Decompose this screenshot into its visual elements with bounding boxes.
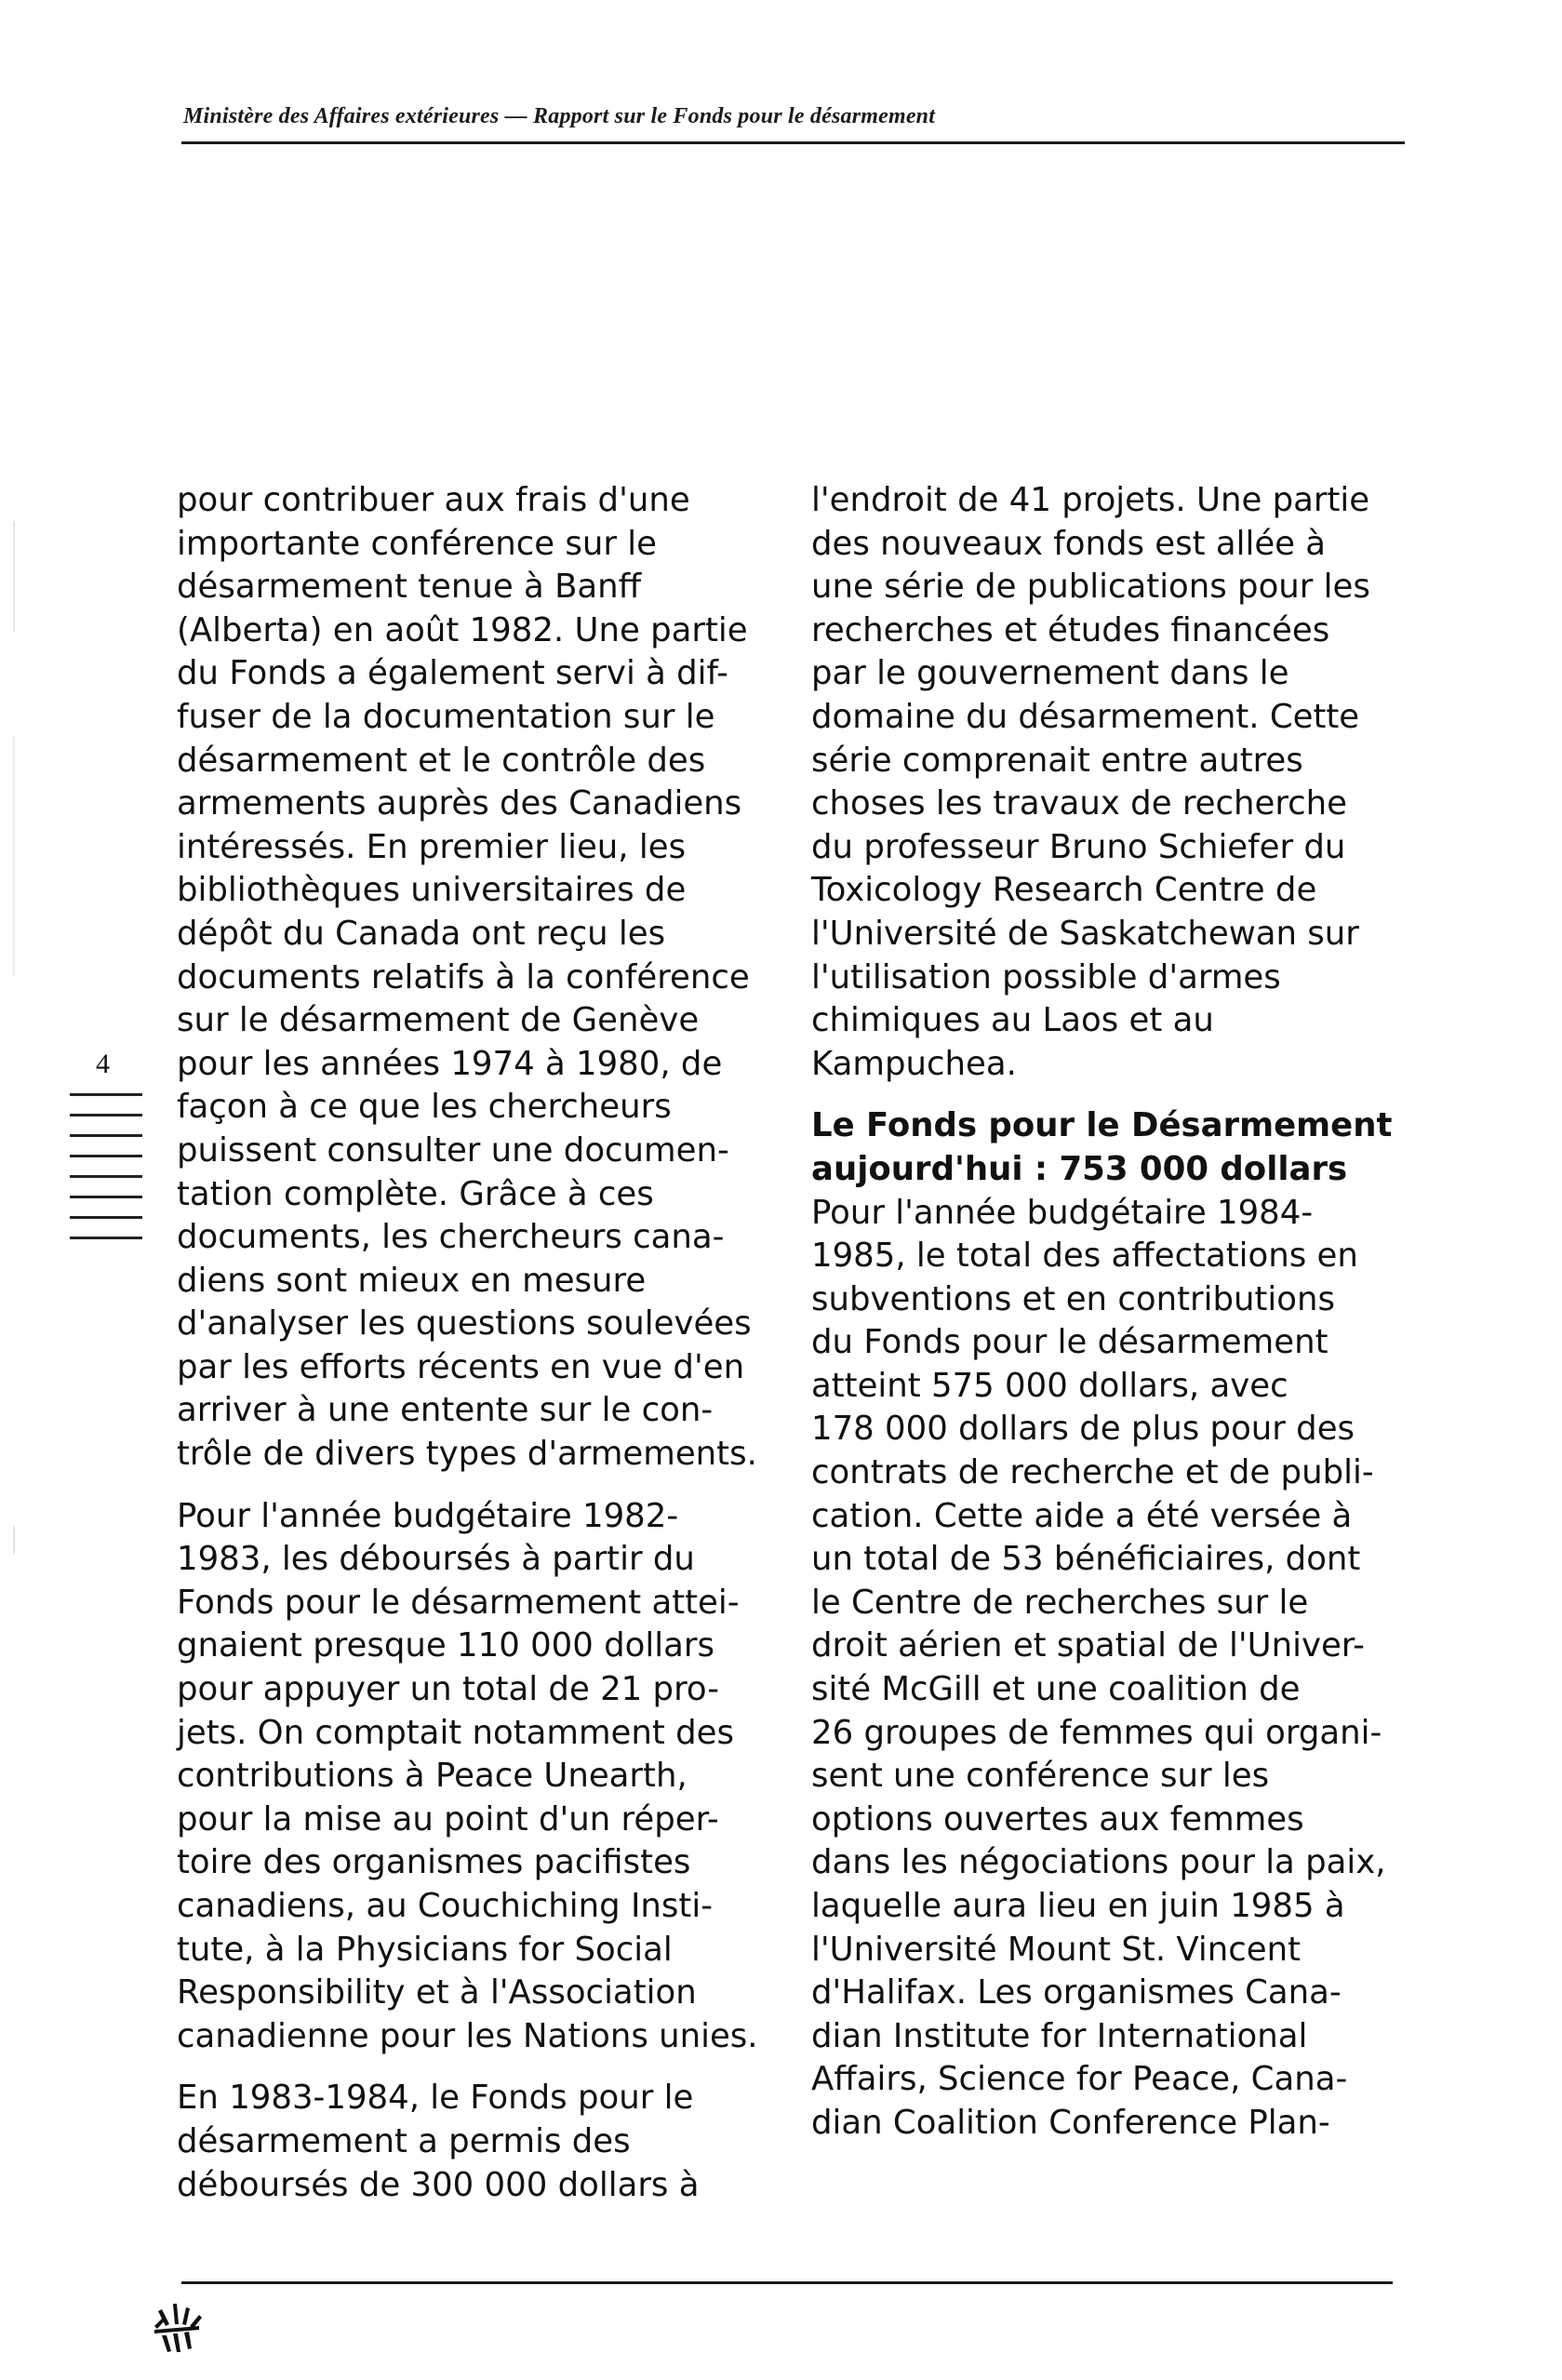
text-line: contrats de recherche et de publi- [811, 1453, 1374, 1492]
text-line: atteint 575 000 dollars, avec [811, 1366, 1288, 1405]
text-line: tation complète. Grâce à ces [177, 1174, 654, 1213]
maple-sprig-logo-icon [149, 2298, 205, 2354]
text-line: façon à ce que les chercheurs [177, 1088, 672, 1127]
text-line: documents, les chercheurs cana- [177, 1218, 725, 1257]
footer-rule [181, 2281, 1393, 2284]
text-line: Pour l'année budgétaire 1984- [811, 1193, 1314, 1232]
margin-line [70, 1196, 142, 1198]
left-column [177, 479, 772, 2207]
text-line: désarmement a permis des [177, 2121, 631, 2160]
text-line: d'analyser les questions soulevées [177, 1304, 752, 1344]
text-line: armements auprès des Canadiens [177, 784, 742, 823]
margin-line [70, 1237, 142, 1239]
text-line: par les efforts récents en vue d'en [177, 1347, 745, 1386]
text-line: trôle de divers types d'armements. [177, 1435, 757, 1474]
text-line: puissent consulter une documen- [177, 1130, 729, 1170]
text-line: tute, à la Physicians for Social [177, 1930, 673, 1969]
text-line: série comprenait entre autres [811, 741, 1303, 780]
text-line: 1983, les déboursés à partir du [177, 1540, 695, 1579]
text-line: du Fonds a également servi à dif- [177, 654, 728, 693]
text-line: pour la mise au point d'un réper- [177, 1799, 719, 1838]
text-line: déboursés de 300 000 dollars à [177, 2165, 700, 2204]
margin-line [70, 1093, 142, 1096]
text-line: désarmement tenue à Banff [177, 568, 642, 607]
running-header: Ministère des Affaires extérieures — Rapport sur le Fonds pour le désarmement [183, 104, 936, 128]
text-line: le Centre de recherches sur le [811, 1583, 1309, 1622]
text-line: contributions à Peace Unearth, [177, 1757, 688, 1796]
margin-line [70, 1175, 142, 1178]
text-line: un total de 53 bénéficiaires, dont [811, 1540, 1361, 1579]
paragraph [177, 2077, 772, 2207]
text-line: En 1983-1984, le Fonds pour le [177, 2079, 694, 2118]
text-line: laquelle aura lieu en juin 1985 à [811, 1887, 1345, 1925]
text-line: Toxicology Research Centre de [811, 871, 1317, 910]
text-line: chimiques au Laos et au [811, 1001, 1214, 1040]
text-line: des nouveaux fonds est allée à [811, 524, 1327, 563]
section-heading [811, 1104, 1407, 1191]
text-line: diens sont mieux en mesure [177, 1261, 647, 1300]
text-line: documents relatifs à la conférence [177, 957, 750, 996]
right-column [811, 479, 1407, 2146]
paragraph [177, 479, 772, 1477]
text-line: dian Coalition Conference Plan- [811, 2103, 1330, 2142]
text-line: Pour l'année budgétaire 1982- [177, 1496, 679, 1535]
text-line: désarmement et le contrôle des [177, 741, 706, 780]
text-line: l'endroit de 41 projets. Une partie [811, 481, 1370, 519]
text-line: pour les années 1974 à 1980, de [177, 1044, 723, 1083]
text-line: gnaient presque 110 000 dollars [177, 1626, 714, 1665]
text-line: choses les travaux de recherche [811, 784, 1348, 823]
text-line: options ouvertes aux femmes [811, 1799, 1304, 1838]
margin-line [70, 1155, 142, 1157]
text-line: toire des organismes pacifistes [177, 1843, 691, 1882]
text-line: Le Fonds pour le Désarmement [811, 1106, 1393, 1145]
text-line: fuser de la documentation sur le [177, 697, 715, 736]
paragraph [811, 479, 1407, 1086]
text-line: subventions et en contributions [811, 1279, 1335, 1318]
maple-sprig-logo-icon-svg [149, 2298, 205, 2354]
margin-thumb-index [70, 1093, 142, 1261]
margin-line [70, 1216, 142, 1219]
paragraph [811, 1192, 1407, 2146]
text-line: dian Institute for International [811, 2016, 1308, 2055]
paragraph [177, 1495, 772, 2059]
text-line: droit aérien et spatial de l'Univer- [811, 1626, 1365, 1665]
text-line: sité McGill et une coalition de [811, 1670, 1301, 1709]
text-line: Kampuchea. [811, 1044, 1017, 1083]
text-line: importante conférence sur le [177, 524, 657, 563]
text-line: jets. On comptait notamment des [177, 1713, 734, 1752]
text-line: aujourd'hui : 753 000 dollars [811, 1149, 1348, 1188]
text-line: sent une conférence sur les [811, 1757, 1270, 1796]
scan-artifact [13, 1526, 15, 1554]
text-line: pour appuyer un total de 21 pro- [177, 1670, 720, 1709]
text-line: pour contribuer aux frais d'une [177, 481, 690, 519]
header-rule [181, 141, 1405, 144]
text-line: une série de publications pour les [811, 568, 1370, 607]
text-line: dépôt du Canada ont reçu les [177, 914, 666, 953]
text-line: canadiens, au Couchiching Insti- [177, 1887, 714, 1925]
text-line: domaine du désarmement. Cette [811, 697, 1360, 736]
text-line: par le gouvernement dans le [811, 654, 1289, 693]
text-line: l'Université de Saskatchewan sur [811, 914, 1359, 953]
scan-artifact [13, 521, 15, 633]
text-line: 1985, le total des affectations en [811, 1237, 1358, 1276]
text-line: 178 000 dollars de plus pour des [811, 1410, 1355, 1449]
text-line: sur le désarmement de Genève [177, 1001, 700, 1040]
text-line: cation. Cette aide a été versée à [811, 1496, 1353, 1535]
page-number: 4 [96, 1049, 110, 1079]
text-line: 26 groupes de femmes qui organi- [811, 1713, 1382, 1752]
margin-line [70, 1114, 142, 1116]
text-line: bibliothèques universitaires de [177, 871, 687, 910]
text-line: du Fonds pour le désarmement [811, 1323, 1328, 1362]
text-line: Fonds pour le désarmement attei- [177, 1583, 740, 1622]
text-line: Responsibility et à l'Association [177, 1973, 697, 2012]
text-line: d'Halifax. Les organismes Cana- [811, 1973, 1342, 2012]
text-line: (Alberta) en août 1982. Une partie [177, 610, 748, 649]
text-line: l'Université Mount St. Vincent [811, 1930, 1302, 1969]
text-line: canadienne pour les Nations unies. [177, 2016, 758, 2055]
text-line: arriver à une entente sur le con- [177, 1391, 714, 1430]
text-line: du professeur Bruno Schiefer du [811, 827, 1346, 866]
text-line: Affairs, Science for Peace, Cana- [811, 2060, 1348, 2099]
text-line: recherches et études financées [811, 610, 1330, 649]
text-line: intéressés. En premier lieu, les [177, 827, 687, 866]
text-line: dans les négociations pour la paix, [811, 1843, 1386, 1882]
text-line: l'utilisation possible d'armes [811, 957, 1281, 996]
margin-line [70, 1134, 142, 1137]
scan-artifact [13, 735, 15, 977]
